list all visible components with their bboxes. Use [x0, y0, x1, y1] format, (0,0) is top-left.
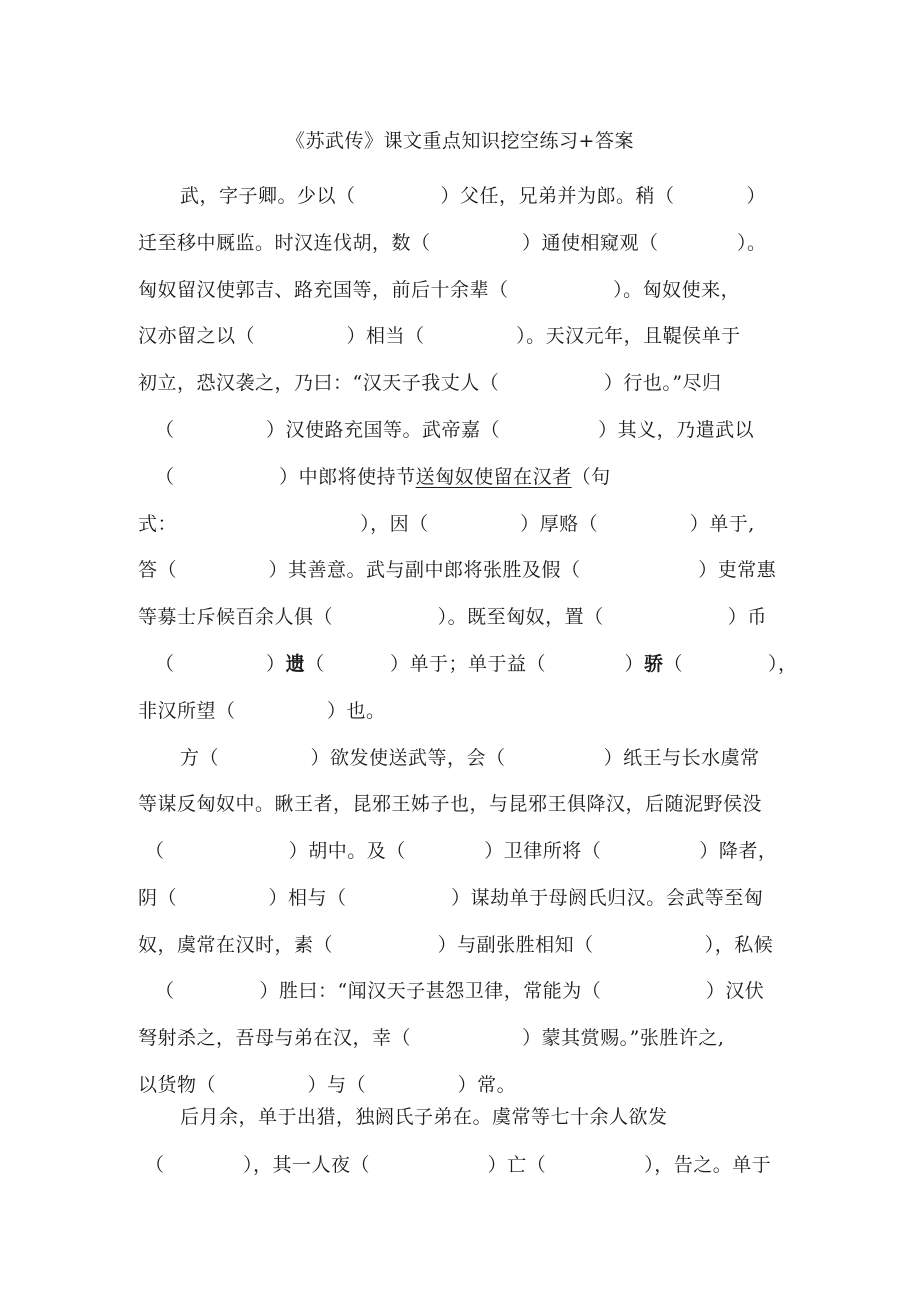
line-text: 弩射杀之，吾母与弟在汉，幸（ ）蒙其赏赐。”张胜许之,	[138, 1027, 725, 1049]
line-text: 奴，虞常在汉时，素（ ）与副张胜相知（ ），私候	[138, 934, 774, 956]
line-text: 后月余，单于出猎，独阏氏子弟在。虞常等七十余人欲发	[180, 1106, 668, 1128]
text-line	[180, 1105, 668, 1129]
text-line	[180, 746, 760, 770]
text-line	[145, 1153, 771, 1177]
line-text: 武，字子卿。少以（ ）父任，兄弟并为郎。稍（ ）	[180, 185, 766, 207]
text-line	[138, 371, 722, 395]
line-text: 汉亦留之以（ ）相当（ ）。天汉元年，且鞮侯单于	[138, 325, 741, 347]
text-line	[155, 418, 754, 442]
line-text: （ ）单于；单于益（ ）	[305, 653, 644, 675]
text-line	[138, 792, 762, 816]
line-text: 以货物（ ）与（ ）常。	[138, 1074, 517, 1096]
underlined-phrase: 送匈奴使留在汉者	[415, 466, 572, 488]
text-line	[155, 465, 611, 489]
line-text: （ ），	[663, 653, 798, 675]
line-text: 非汉所望（ ）也。	[138, 700, 386, 722]
text-line	[145, 839, 777, 863]
text-line	[138, 324, 741, 348]
text-line	[180, 184, 766, 208]
text-line	[138, 558, 776, 582]
line-text: （ ）汉使路充国等。武帝嘉（ ）其义，乃遣武以	[155, 419, 755, 441]
text-line	[138, 699, 386, 723]
line-text: （ ），其一人夜（ ）亡（ ），告之。单于	[145, 1154, 772, 1176]
text-line	[138, 886, 763, 910]
line-text: 答（ ）其善意。武与副中郎将张胜及假（ ）吏常惠	[138, 559, 777, 581]
page-title: 《苏武传》课文重点知识挖空练习+答案	[286, 130, 634, 152]
text-line	[138, 933, 773, 957]
text-line	[138, 231, 767, 255]
line-text: （ ）胜曰：“闻汉天子甚怨卫律，常能为（ ）汉伏	[155, 980, 765, 1002]
bold-word: 骄	[643, 653, 664, 675]
line-text: 匈奴留汉使郭吉、路充国等，前后十余辈（ ）。匈奴使来，	[138, 279, 741, 301]
line-text: 方（ ）欲发使送武等，会（ ）纸王与长水虞常	[180, 747, 760, 769]
text-line	[138, 278, 740, 302]
line-text: 阴（ ）相与（ ）谋劫单于母阏氏归汉。会武等至匈	[138, 887, 764, 909]
line-text: 初立，恐汉袭之，乃曰：“汉天子我丈人（ ）行也。”尽归	[138, 372, 722, 394]
text-line	[138, 1026, 724, 1050]
text-line	[155, 979, 764, 1003]
line-text: 式： ），因（ ）厚赂（ ）单于,	[138, 513, 755, 535]
line-text: （ ）中郎将使持节	[155, 466, 416, 488]
text-line	[138, 605, 767, 629]
text-line	[138, 512, 755, 536]
line-text: （ ）	[155, 653, 286, 675]
line-text: （句	[571, 466, 611, 488]
text-line	[155, 652, 797, 676]
line-text: 等募士斥候百余人俱（ ）。既至匈奴，置（ ）币	[138, 606, 767, 628]
text-line	[138, 1073, 516, 1097]
line-text: 等谋反匈奴中。瞅王者，昆邪王姊子也，与昆邪王俱降汉，后随泥野侯没	[138, 793, 763, 815]
line-text: （ ）胡中。及（ ）卫律所将（ ）降者，	[145, 840, 778, 862]
bold-word: 遗	[285, 653, 306, 675]
line-text: 迁至移中厩监。时汉连伐胡，数（ ）通使相窥观（ ）。	[138, 232, 767, 254]
